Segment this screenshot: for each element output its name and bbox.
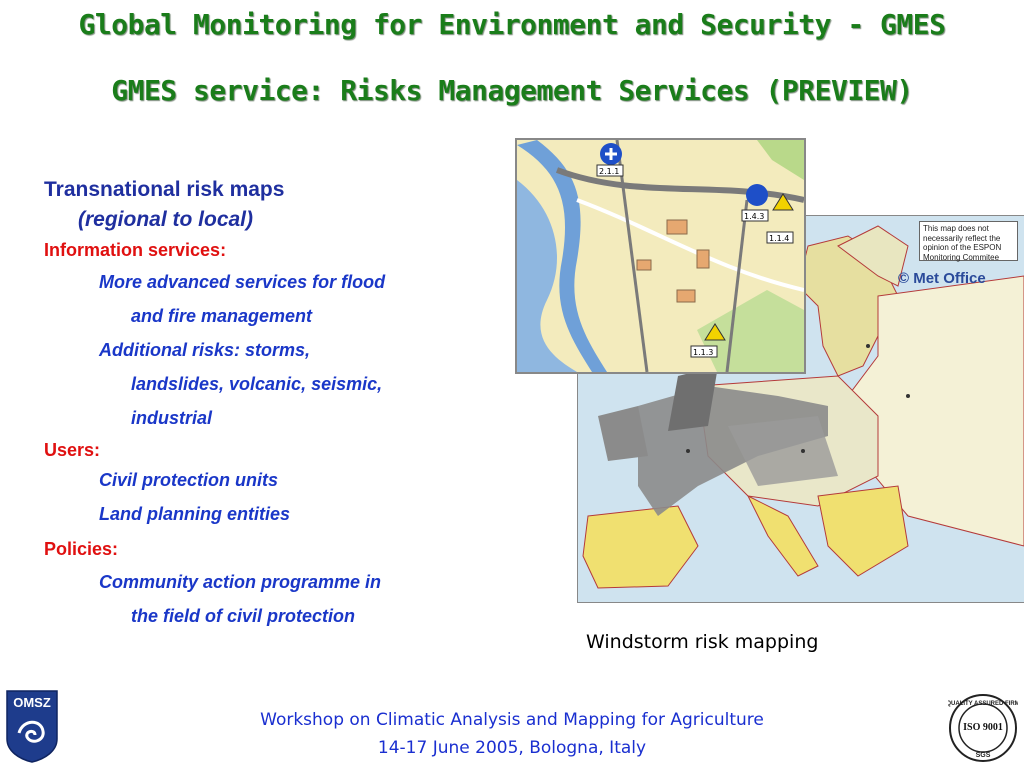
policies-label: Policies: [44, 539, 119, 559]
iso-9001-logo [948, 693, 1018, 763]
info-services-label: Information services: [44, 240, 227, 260]
info-item-risks-cont2: industrial [131, 408, 213, 428]
map-credit: © Met Office [898, 270, 986, 287]
info-item-risks-cont1: landslides, volcanic, seismic, [131, 374, 383, 394]
slide-subtitle: GMES service: Risks Management Services (PREVIEW) [111, 74, 913, 107]
city-label-2: 1.4.3 [744, 212, 765, 221]
iso-logo-bottom-text: SGS [975, 752, 991, 759]
omsz-logo [5, 689, 59, 763]
iso-logo-top-text: QUALITY ASSURED FIRM [948, 701, 1018, 707]
slide-title: Global Monitoring for Environment and Security - GMES [78, 8, 946, 41]
city-risk-map [515, 138, 806, 374]
info-item-risks: Additional risks: storms, [99, 340, 311, 360]
footer-workshop: Workshop on Climatic Analysis and Mapping for Agriculture [260, 710, 764, 730]
users-item-land: Land planning entities [99, 504, 291, 524]
city-map-graphic [517, 140, 804, 372]
city-label-1: 2.1.1 [599, 167, 620, 176]
users-item-civil: Civil protection units [99, 470, 279, 490]
footer-date-location: 14-17 June 2005, Bologna, Italy [377, 738, 647, 758]
info-item-flood-cont: and fire management [131, 306, 313, 326]
policies-item-cont: the field of civil protection [131, 606, 356, 626]
users-label: Users: [44, 440, 101, 460]
policies-item: Community action programme in [99, 572, 382, 592]
map-caption: Windstorm risk mapping [586, 631, 819, 653]
city-label-4: 1.1.3 [693, 348, 714, 357]
content-heading: Transnational risk maps [44, 178, 285, 201]
omsz-logo-text: OMSZ [13, 695, 51, 710]
info-item-flood: More advanced services for flood [99, 272, 386, 292]
city-label-3: 1.1.4 [769, 234, 790, 243]
content-heading-sub: (regional to local) [78, 208, 254, 231]
iso-logo-center-text: ISO 9001 [963, 722, 1003, 733]
map-disclaimer: This map does not necessarily reflect the opinion of the ESPON Monitoring Commitee [919, 221, 1018, 261]
